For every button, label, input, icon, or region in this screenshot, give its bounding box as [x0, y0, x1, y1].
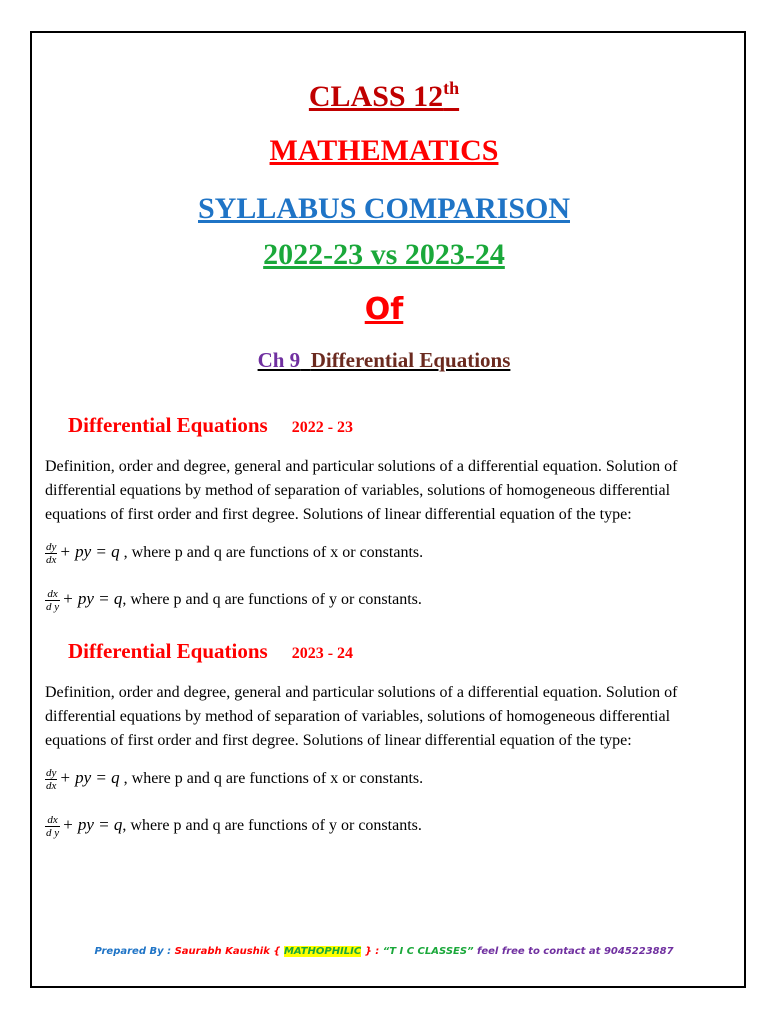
equation-dy-dx-2022	[45, 541, 423, 566]
footer-author-close: } :	[361, 946, 383, 957]
section-title: Differential Equations	[68, 413, 268, 437]
equation-text: , where p and q are functions of x or constants.	[119, 544, 424, 562]
section-heading-2022	[68, 413, 353, 438]
para-line: Definition, order and degree, general and particular solutions of a differential equation. Solution of	[45, 458, 678, 475]
equation-dx-dy-2023	[45, 814, 422, 839]
equation-text: , where p and q are functions of x or constants.	[119, 770, 424, 788]
footer-classes: “T I C CLASSES”	[382, 946, 474, 957]
doc-type-title: SYLLABUS COMPARISON	[198, 192, 570, 225]
class-text: CLASS 12	[308, 80, 444, 113]
footer-prepared-by: Prepared By :	[94, 946, 175, 957]
chapter-number: Ch 9	[257, 348, 301, 372]
footer-contact: feel free to contact at 9045223887	[473, 946, 674, 957]
equation-text: , where p and q are functions of y or constants.	[122, 817, 422, 835]
section-heading-2023	[68, 639, 353, 664]
chapter-title	[0, 348, 768, 373]
para-line: differential equations by method of separation of variables, solutions of homogeneous differential	[45, 708, 671, 725]
fraction: $\frac{dx}{\text{d y}}$	[46, 588, 60, 613]
equation-expression: + py = q	[62, 815, 123, 835]
footer-brand: MATHOPHILIC	[283, 946, 362, 957]
section-paragraph-2022	[45, 455, 745, 527]
class-title	[0, 78, 768, 114]
of-title: Of	[364, 292, 404, 327]
chapter-name: Differential Equations	[310, 348, 511, 372]
section-year: 2023 - 24	[291, 645, 354, 662]
footer-author: Saurabh Kaushik {	[174, 946, 284, 957]
para-line: equations of first order and first degree. Solutions of linear differential equation of the type:	[45, 732, 632, 749]
class-superscript: th	[443, 78, 460, 98]
section-title: Differential Equations	[68, 639, 268, 663]
fraction: $\frac{dy}{dx}$	[46, 767, 57, 792]
section-year: 2022 - 23	[291, 419, 354, 436]
equation-dx-dy-2022	[45, 588, 422, 613]
years-title: 2022-23 vs 2023-24	[263, 238, 505, 271]
para-line: differential equations by method of separation of variables, solutions of homogeneous differential	[45, 482, 671, 499]
equation-expression: + py = q	[62, 589, 123, 609]
equation-expression: + py = q	[59, 768, 120, 788]
subject-title: MATHEMATICS	[269, 134, 499, 167]
para-line: equations of first order and first degree. Solutions of linear differential equation of the type:	[45, 506, 632, 523]
footer-credit	[0, 946, 768, 957]
section-paragraph-2023	[45, 681, 745, 753]
equation-text: , where p and q are functions of y or constants.	[122, 591, 422, 609]
equation-expression: + py = q	[59, 542, 120, 562]
fraction: $\frac{dx}{\text{d y}}$	[46, 814, 60, 839]
fraction: $\frac{dy}{dx}$	[46, 541, 57, 566]
para-line: Definition, order and degree, general and particular solutions of a differential equation. Solution of	[45, 684, 678, 701]
equation-dy-dx-2023	[45, 767, 423, 792]
